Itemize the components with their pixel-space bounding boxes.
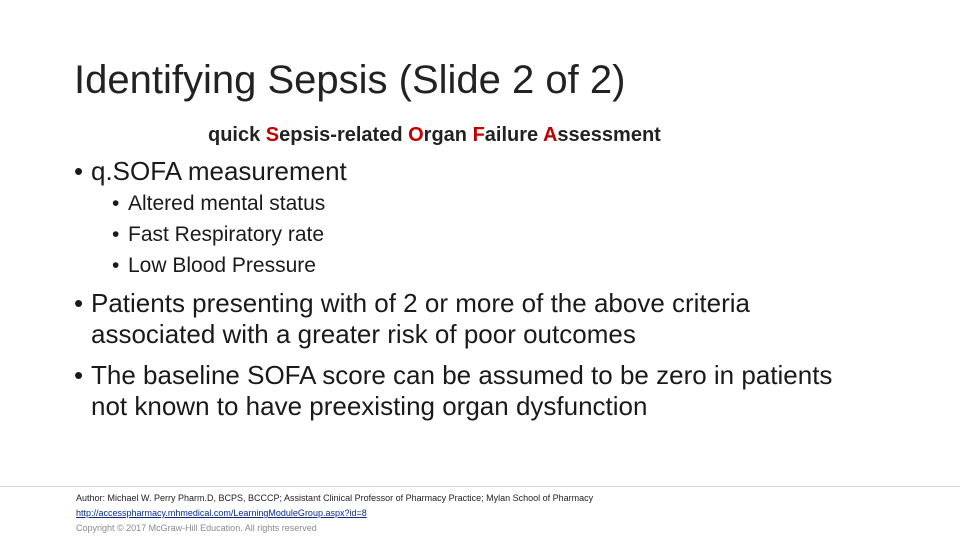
bullet-marker: • (112, 254, 120, 277)
bullet-text: q.SOFA measurement (91, 156, 347, 186)
footer-divider (0, 486, 960, 487)
bullet-marker: • (74, 360, 84, 390)
sub-bullet-2 (112, 223, 612, 247)
sub-bullet-1 (112, 192, 612, 216)
bullet-marker: • (112, 223, 120, 246)
footer-author: Author: Michael W. Perry Pharm.D, BCPS, BCCCP; Assistant Clinical Professor of Pharmacy Practice; Mylan School of Pharmacy (76, 493, 594, 503)
bullet-marker: • (74, 288, 84, 318)
bullet-marker: • (112, 192, 120, 215)
subtitle-part: quick (208, 124, 266, 146)
slide-subtitle (208, 124, 661, 147)
bullet-patients (74, 288, 834, 350)
subtitle-part-highlight: F (472, 124, 485, 146)
sub-bullet-text: Fast Respiratory rate (128, 223, 325, 246)
sub-bullet-3 (112, 254, 612, 278)
subtitle-part-highlight: A (542, 124, 558, 146)
bullet-marker: • (74, 156, 84, 186)
bullet-qsofa (74, 156, 834, 187)
slide-title: Identifying Sepsis (Slide 2 of 2) (74, 58, 626, 102)
subtitle-part: epsis-related (279, 124, 409, 146)
bullet-text: Patients presenting with of 2 or more of the above criteria associated with a greater risk of poor outcomes (91, 288, 751, 349)
subtitle-part-highlight: S (265, 124, 280, 146)
sub-bullet-text: Low Blood Pressure (128, 254, 316, 277)
subtitle-part-highlight: O (408, 124, 424, 146)
bullet-text: The baseline SOFA score can be assumed to be zero in patients not known to have preexisting organ dysfunction (91, 360, 833, 421)
footer-copyright: Copyright © 2017 McGraw-Hill Education. All rights reserved (76, 523, 317, 533)
subtitle-part: ailure (484, 124, 543, 146)
sub-bullet-text: Altered mental status (128, 192, 326, 215)
footer-link[interactable]: http://accesspharmacy.mhmedical.com/LearningModuleGroup.aspx?id=8 (76, 508, 367, 518)
bullet-baseline (74, 360, 834, 422)
subtitle-part: ssessment (557, 124, 661, 146)
subtitle-part: rgan (423, 124, 473, 146)
